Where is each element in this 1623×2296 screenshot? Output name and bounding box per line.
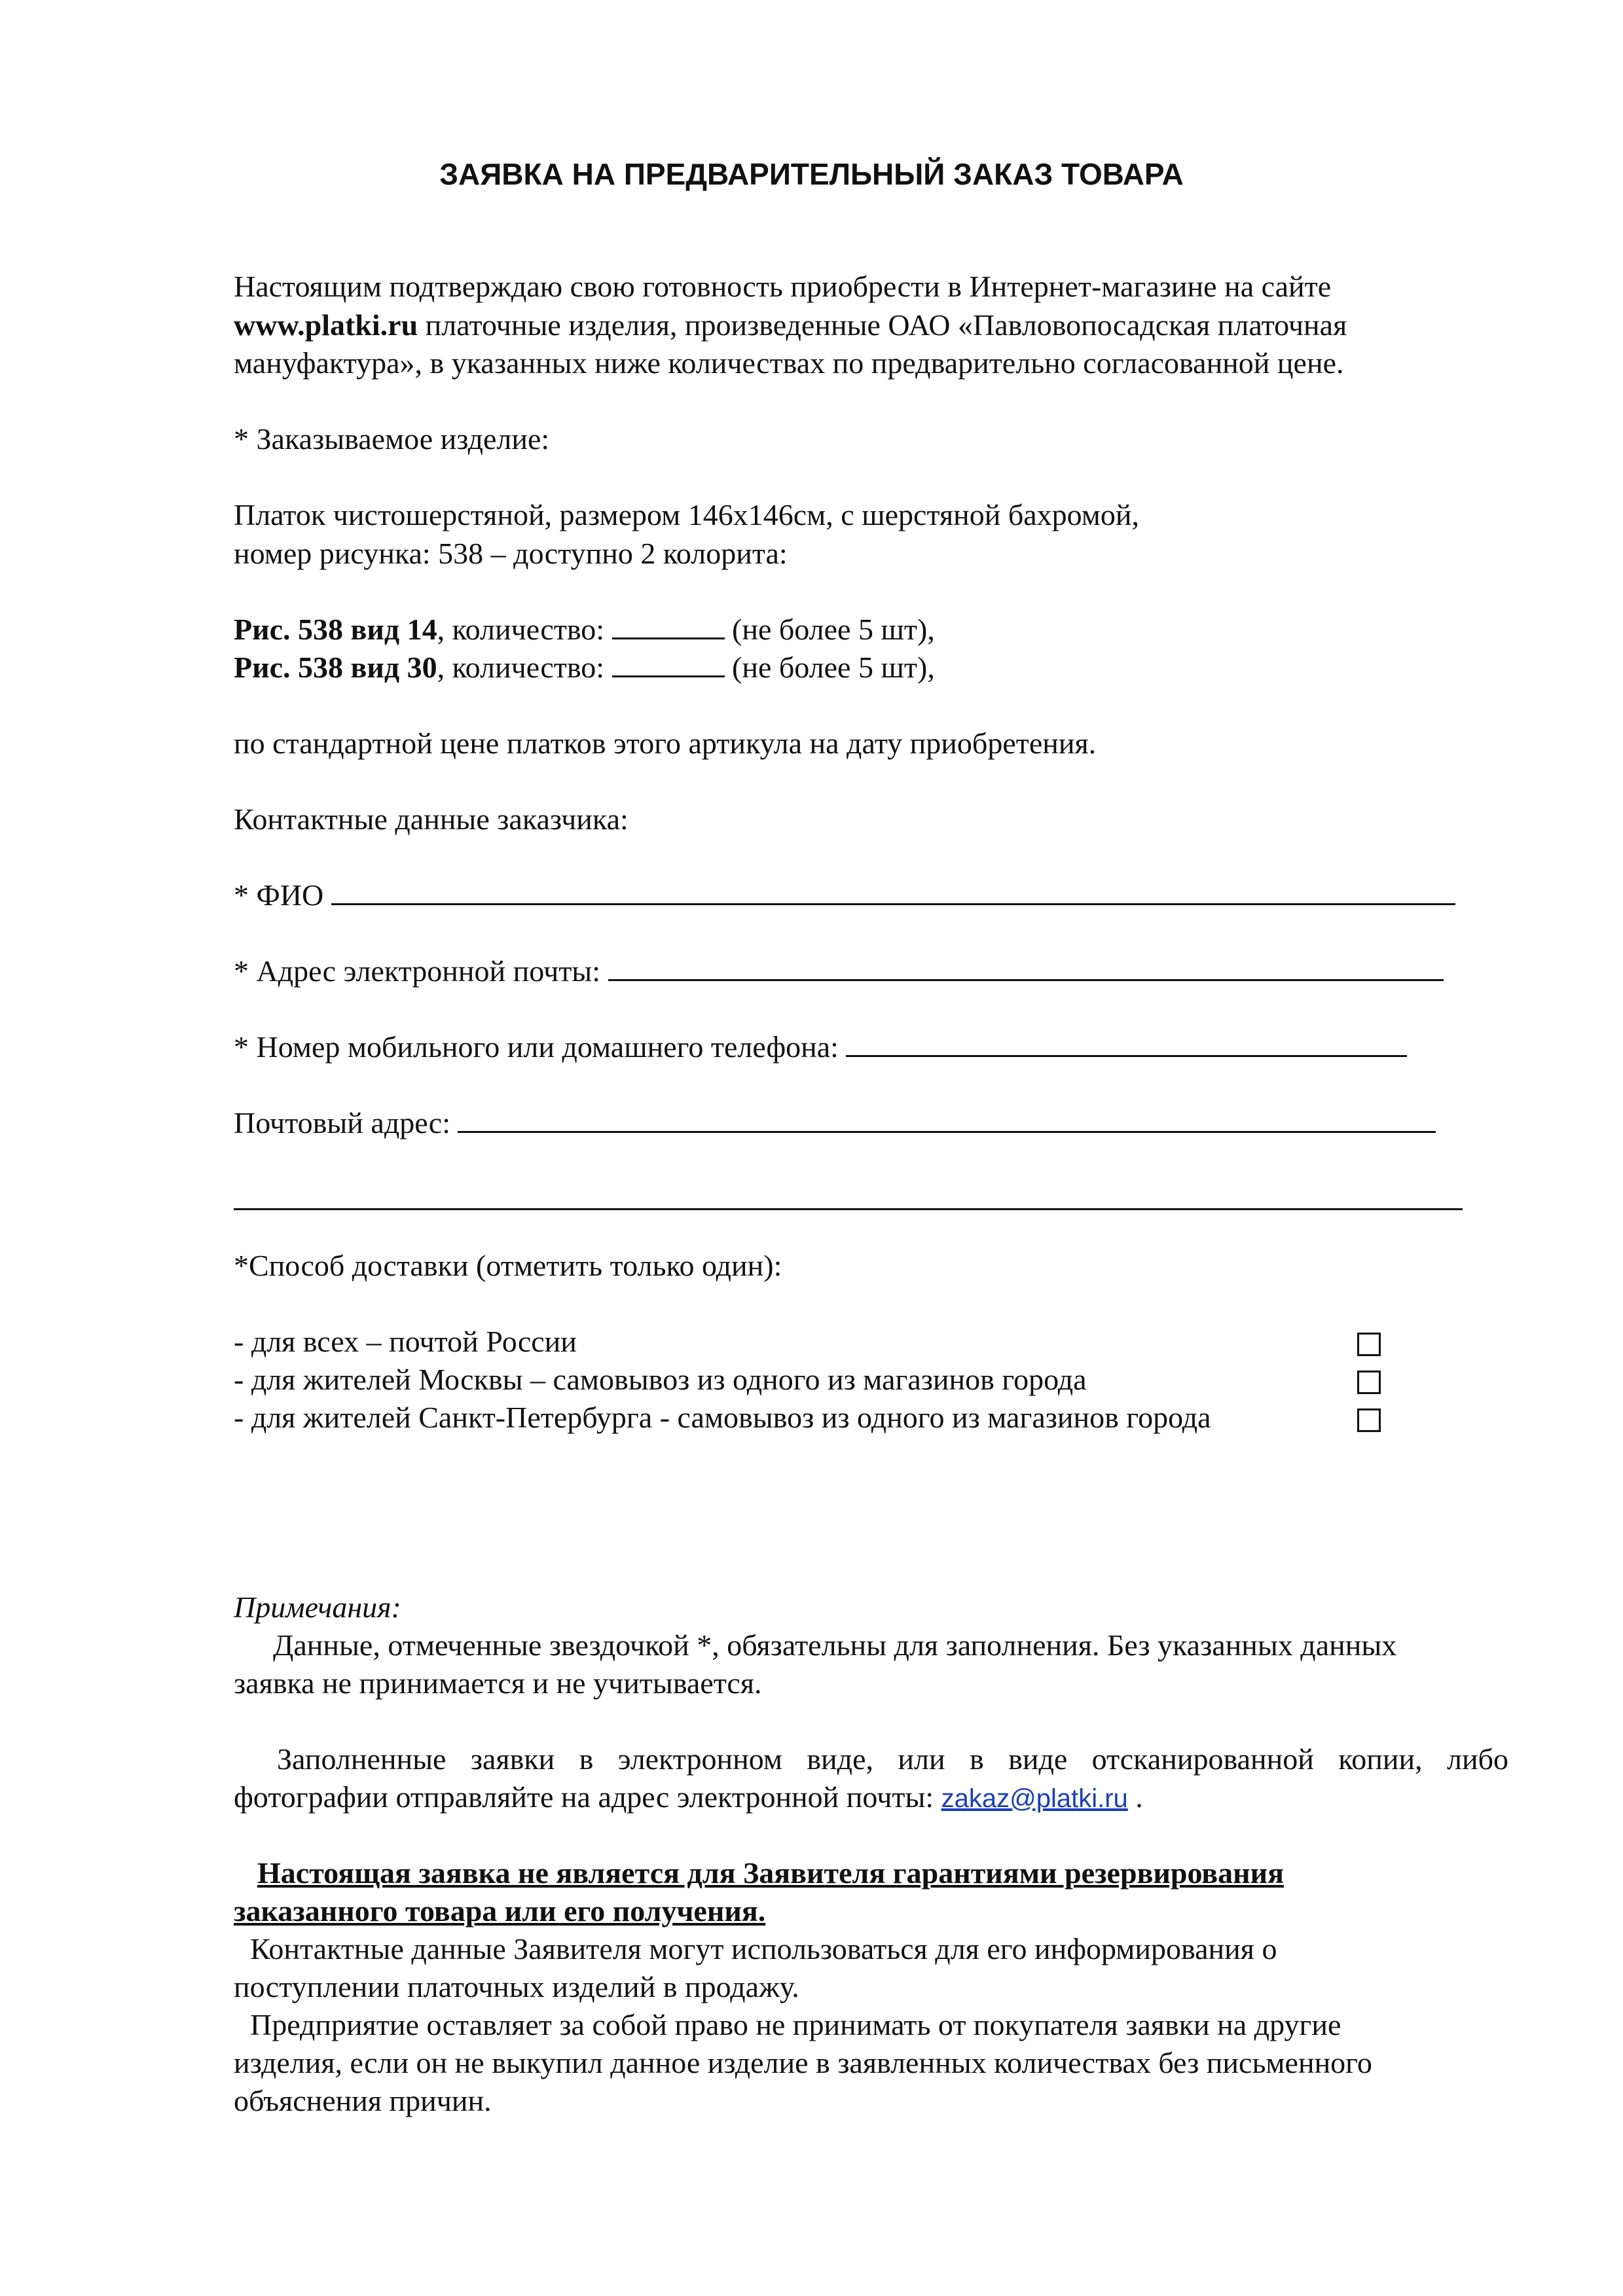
delivery-checkbox-russian-post[interactable] <box>1357 1333 1381 1356</box>
contacts-heading: Контактные данные заказчика: <box>234 802 629 836</box>
notes-paragraph-2-line-1: Заполненные заявки в электронном виде, или в виде отсканированной копии, либо <box>277 1742 1508 1776</box>
address-row <box>234 1105 1436 1141</box>
disclaimer-line-2: заказанного товара или его получения. <box>234 1894 766 1928</box>
delivery-option-moscow-pickup: - для жителей Москвы – самовывоз из одного из магазинов города <box>234 1363 1087 1396</box>
product-description-1: Платок чистошерстяной, размером 146х146см, с шерстяной бахромой, <box>234 498 1140 531</box>
variant-limit: (не более 5 шт), <box>724 613 935 646</box>
delivery-checkbox-spb-pickup[interactable] <box>1357 1408 1381 1432</box>
address-label: Почтовый адрес: <box>234 1106 458 1139</box>
delivery-checkbox-moscow-pickup[interactable] <box>1357 1371 1381 1394</box>
intro-line-1: Настоящим подтверждаю свою готовность приобрести в Интернет-магазине на сайте <box>234 270 1332 303</box>
fio-field[interactable] <box>331 877 1455 905</box>
fio-row <box>234 877 1455 914</box>
intro-line-2 <box>234 307 1347 344</box>
notes-paragraph-2-text: фотографии отправляйте на адрес электронной почты: <box>234 1780 941 1814</box>
phone-label: * Номер мобильного или домашнего телефона: <box>234 1030 847 1064</box>
phone-row <box>234 1029 1407 1066</box>
notes-paragraph-4-line-3: объяснения причин. <box>234 2084 492 2117</box>
notes-paragraph-4-line-1: Предприятие оставляет за собой право не принимать от покупателя заявки на другие <box>250 2008 1341 2041</box>
notes-paragraph-1-line-1: Данные, отмеченные звездочкой *, обязательны для заполнения. Без указанных данных <box>273 1628 1397 1662</box>
delivery-option-spb-pickup: - для жителей Санкт-Петербурга - самовывоз из одного из магазинов города <box>234 1401 1211 1434</box>
notes-paragraph-2-line-2 <box>234 1779 1143 1817</box>
email-label: * Адрес электронной почты: <box>234 954 608 988</box>
address-field[interactable] <box>458 1105 1436 1133</box>
product-heading: * Заказываемое изделие: <box>234 422 550 456</box>
notes-paragraph-4-line-2: изделия, если он не выкупил данное изделие в заявленных количествах без письменного <box>234 2046 1372 2079</box>
notes-paragraph-1-line-2: заявка не принимается и не учитывается. <box>234 1666 762 1700</box>
intro-line-3: мануфактура», в указанных ниже количествах по предварительно согласованной цене. <box>234 346 1344 380</box>
disclaimer-line-1: Настоящая заявка не является для Заявителя гарантиями резервирования <box>257 1856 1285 1890</box>
price-note: по стандартной цене платков этого артикула на дату приобретения. <box>234 726 1097 760</box>
intro-line-2-rest: платочные изделия, произведенные ОАО «Павловопосадская платочная <box>418 308 1347 342</box>
delivery-heading: *Способ доставки (отметить только один): <box>234 1249 782 1282</box>
variant-name: Рис. 538 вид 30 <box>234 651 437 684</box>
variant-row-30 <box>234 649 935 686</box>
variant-qty-field[interactable] <box>612 649 725 677</box>
notes-heading: Примечания: <box>234 1590 401 1624</box>
delivery-option-russian-post: - для всех – почтой России <box>234 1325 577 1358</box>
notes-paragraph-2-end: . <box>1127 1780 1143 1814</box>
contact-email-link[interactable]: zakaz@platki.ru <box>941 1784 1128 1813</box>
variant-qty-field[interactable] <box>612 611 725 639</box>
variant-limit: (не более 5 шт), <box>724 651 935 684</box>
notes-paragraph-3-line-2: поступлении платочных изделий в продажу. <box>234 1970 799 2003</box>
phone-field[interactable] <box>846 1029 1407 1057</box>
notes-paragraph-3-line-1: Контактные данные Заявителя могут использоваться для его информирования о <box>250 1932 1277 1965</box>
address-field-line-2[interactable] <box>234 1208 1463 1210</box>
variant-qty-label: , количество: <box>437 613 612 646</box>
email-row <box>234 953 1444 990</box>
variant-name: Рис. 538 вид 14 <box>234 613 437 646</box>
product-description-2: номер рисунка: 538 – доступно 2 колорита: <box>234 537 788 570</box>
page-title: ЗАЯВКА НА ПРЕДВАРИТЕЛЬНЫЙ ЗАКАЗ ТОВАРА <box>439 157 1184 191</box>
variant-row-14 <box>234 611 935 648</box>
variant-qty-label: , количество: <box>437 651 612 684</box>
email-field[interactable] <box>608 953 1444 981</box>
fio-label: * ФИО <box>234 878 331 912</box>
site-url[interactable]: www.platki.ru <box>234 308 418 342</box>
